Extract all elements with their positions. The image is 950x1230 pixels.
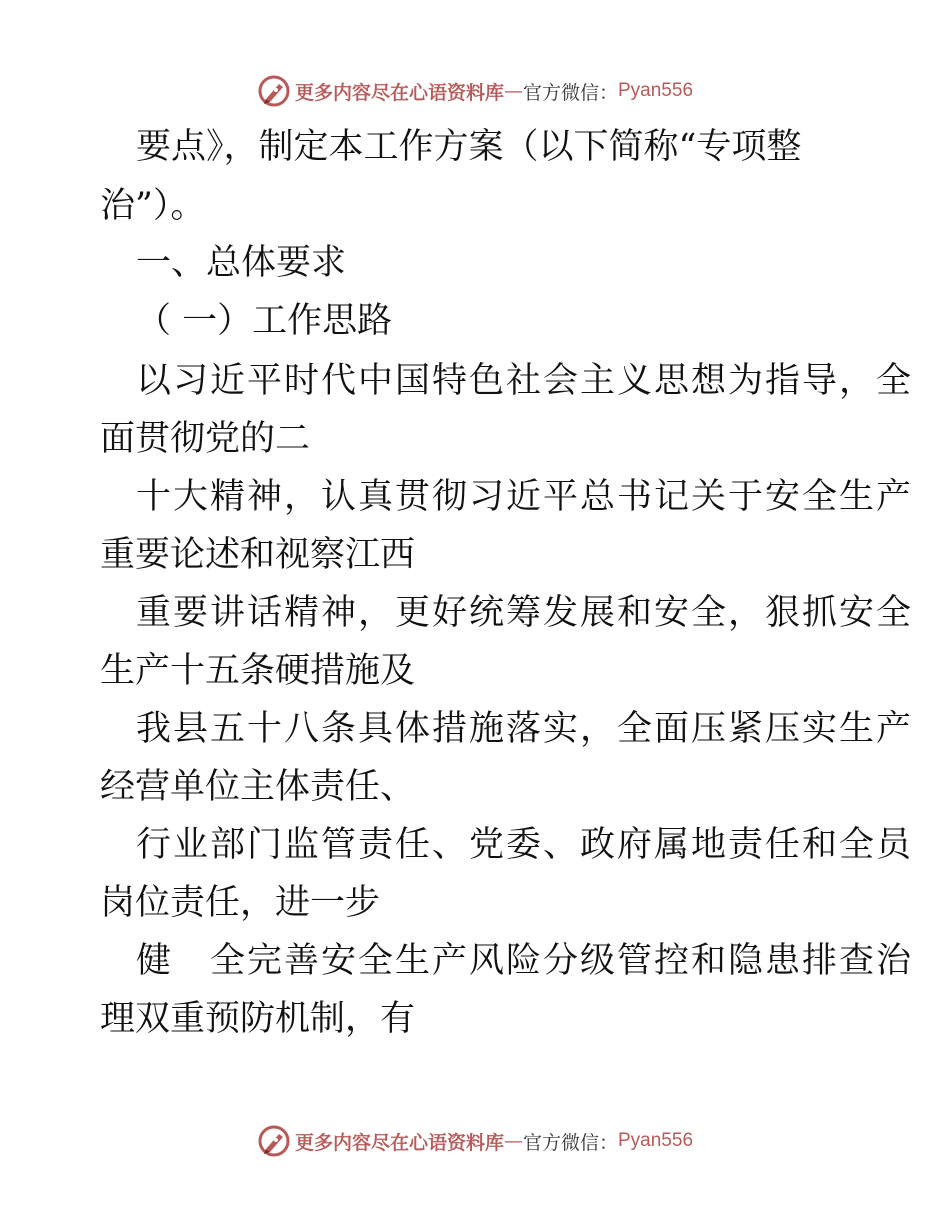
pen-logo-icon: [257, 74, 291, 108]
text-line: 经营单位主体责任、: [100, 767, 416, 807]
text-line: 重要论述和视察江西: [100, 535, 416, 575]
header-banner: [0, 71, 950, 111]
text-line: 要点》，制定本工作方案（以下简称“专项整: [136, 127, 802, 167]
text-line: 重要讲话精神，更好统筹发展和安全，狠抓安全: [136, 593, 914, 633]
text-line: 十大精神，认真贯彻习近平总书记关于安全生产: [136, 477, 914, 517]
text-line: 我县五十八条具体措施落实，全面压紧压实生产: [136, 709, 914, 749]
text-line: 一、总体要求: [136, 243, 347, 283]
footer-banner: [0, 1121, 950, 1161]
banner-site-name: 更多内容尽在心语资料库: [294, 81, 504, 104]
text-line: 生产十五条硬措施及: [100, 651, 416, 691]
banner-account: Pyan556: [618, 80, 694, 101]
text-line: 面贯彻党的二: [100, 419, 311, 459]
banner-official-label: 官方微信：: [522, 81, 618, 104]
text-line: 理双重预防机制，有: [100, 999, 416, 1039]
text-line: 健 全完善安全生产风险分级管控和隐患排查治: [136, 941, 914, 981]
banner-official-label: 官方微信：: [522, 1131, 618, 1154]
text-line: 以习近平时代中国特色社会主义思想为指导，全: [136, 361, 914, 401]
text-line: 岗位责任，进一步: [100, 883, 381, 923]
text-line: 治”）。: [100, 186, 206, 226]
banner-site-name: 更多内容尽在心语资料库: [294, 1131, 504, 1154]
text-line: 行业部门监管责任、党委、政府属地责任和全员: [136, 825, 914, 865]
text-line: （ 一）工作思路: [136, 301, 393, 341]
banner-dash: —: [503, 80, 523, 102]
pen-logo-icon: [257, 1124, 291, 1158]
banner-dash: —: [503, 1130, 523, 1152]
banner-account: Pyan556: [618, 1130, 694, 1151]
